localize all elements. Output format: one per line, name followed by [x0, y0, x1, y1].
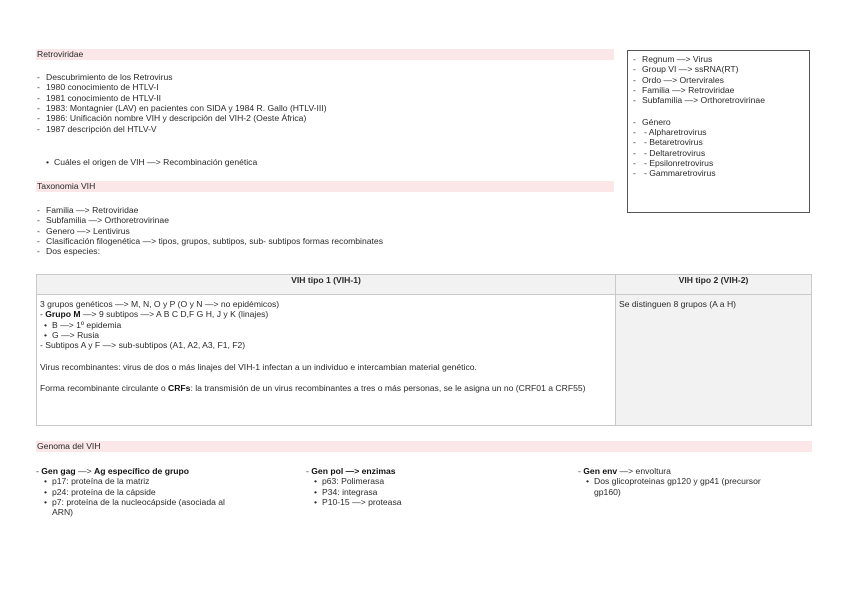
gene-gag-column	[36, 466, 266, 518]
gene-pol-list	[306, 476, 536, 507]
group-m-sublist	[40, 320, 612, 341]
list-item: - Ordo —> Ortervirales	[632, 75, 805, 85]
list-item: • p17: proteína de la matriz	[40, 476, 266, 486]
section-header-taxonomia: Taxonomia VIH	[36, 181, 614, 192]
list-item: • p63: Polimerasa	[310, 476, 536, 486]
vih1-group-m: - Grupo M —> 9 subtipos —> A B C D,F G H, J y K (linajes)	[40, 309, 269, 320]
list-item: - Clasificación filogenética —> tipos, grupos, subtipos, sub- subtipos formas recombinates	[36, 236, 383, 246]
vih1-cell	[37, 295, 616, 426]
origin-list	[42, 157, 257, 167]
genero-label: - Género	[632, 117, 805, 127]
list-item: - - Epsilonretrovirus	[632, 158, 805, 168]
list-item: • p7: proteína de la nucleocápside (asociada al ARN)	[40, 497, 237, 518]
list-item: • p24: proteína de la cápside	[40, 487, 266, 497]
table-header-vih2: VIH tipo 2 (VIH-2)	[616, 275, 812, 295]
list-item: - Dos especies:	[36, 246, 383, 256]
genero-list	[632, 117, 805, 127]
vih2-cell	[616, 295, 812, 426]
list-item: - - Gammaretrovirus	[632, 168, 805, 178]
list-item: - Familia —> Retroviridae	[36, 205, 383, 215]
table-header-vih1: VIH tipo 1 (VIH-1)	[37, 275, 616, 295]
list-item: - Group VI —> ssRNA(RT)	[632, 64, 805, 74]
list-item: • P34: integrasa	[310, 487, 536, 497]
list-item: - 1983: Montagnier (LAV) en pacientes con SIDA y 1984 R. Gallo (HTLV-III)	[36, 103, 327, 113]
list-item: - Subfamilia —> Orthoretrovirinae	[632, 95, 805, 105]
vih1-recombinantes: Virus recombinantes: virus de dos o más linajes del VIH-1 infectan a un individuo e intercambian material genético.	[40, 361, 477, 372]
gene-pol-column	[306, 466, 536, 507]
gene-env-column	[578, 466, 808, 497]
genera-list	[632, 127, 805, 179]
list-item: • B —> 1º epidemia	[40, 320, 612, 330]
gene-gag-list	[36, 476, 266, 517]
list-item: - Regnum —> Virus	[632, 54, 805, 64]
history-list	[36, 72, 327, 134]
vih1-groups: 3 grupos genéticos —> M, N, O y P (O y N —> no epidémicos)	[40, 299, 280, 309]
section-header-genoma: Genoma del VIH	[36, 441, 812, 452]
list-item: - 1981 conocimiento de HTLV-II	[36, 93, 327, 103]
list-item: • Dos glicoproteinas gp120 y gp41 (precursor gp160)	[582, 476, 774, 497]
gene-gag-title: - Gen gag —> Ag específico de grupo	[36, 466, 190, 476]
vih1-subtipos: - Subtipos A y F —> sub-subtipos (A1, A2, A3, F1, F2)	[40, 340, 246, 351]
list-item: - Familia —> Retroviridae	[632, 85, 805, 95]
vih2-groups: Se distinguen 8 grupos (A a H)	[619, 299, 737, 309]
list-item: - 1986: Unificación nombre VIH y descripción del VIH-2 (Oeste África)	[36, 113, 327, 123]
taxonomy-box-list	[632, 54, 805, 106]
list-item: - Genero —> Lentivirus	[36, 226, 383, 236]
list-item: - 1987 descripción del HTLV-V	[36, 124, 327, 134]
vih1-crf: Forma recombinante circulante o CRFs: la transmisión de un virus recombinantes a tres o más personas, se le asigna un no (CRF01 a CRF55)	[40, 382, 586, 393]
taxonomy-box	[627, 50, 810, 213]
list-item: • G —> Rusia	[40, 330, 612, 340]
vih-types-table	[36, 274, 812, 426]
list-item: - Subfamilia —> Orthoretrovirinae	[36, 215, 383, 225]
list-item: • P10-15 —> proteasa	[310, 497, 536, 507]
list-item: - Descubrimiento de los Retrovirus	[36, 72, 327, 82]
gene-env-title: - Gen env —> envoltura	[578, 466, 671, 476]
list-item: - - Alpharetrovirus	[632, 127, 805, 137]
list-item: - 1980 conocimiento de HTLV-I	[36, 82, 327, 92]
list-item: - - Deltaretrovirus	[632, 148, 805, 158]
gene-pol-title: - Gen pol —> enzimas	[306, 466, 396, 476]
gene-env-list	[578, 476, 808, 497]
taxonomy-list	[36, 205, 383, 257]
list-item: - - Betaretrovirus	[632, 137, 805, 147]
origin-bullet: • Cuáles el origen de VIH —> Recombinación genética	[42, 157, 257, 167]
section-header-retroviridae: Retroviridae	[36, 49, 614, 60]
